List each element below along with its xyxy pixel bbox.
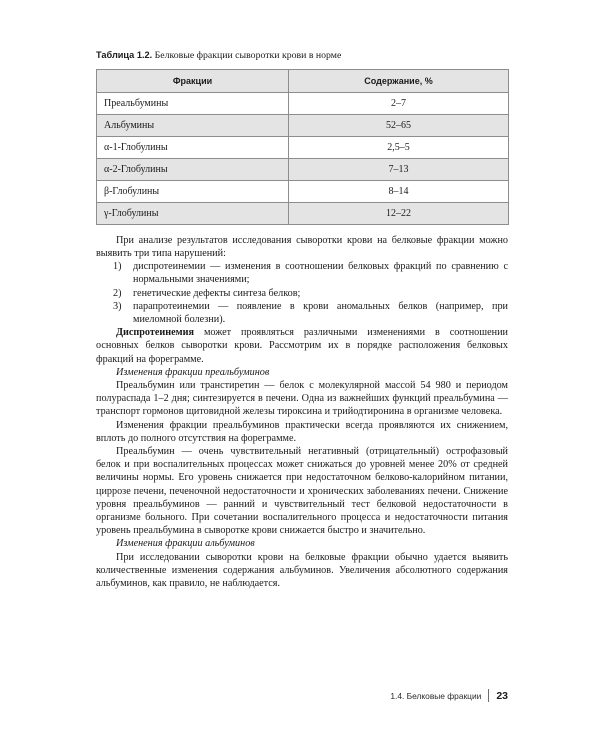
subheading-prealbumin-changes: Изменения фракции преальбуминов [116,366,270,378]
page-footer [390,689,508,702]
table-caption-label: Таблица 1.2. [96,50,153,60]
violation-types-list [96,260,508,326]
albumin-paragraph-1: При исследовании сыворотки крови на белковые фракции обычно удается выявить количественные изменения содержания альбуминов. Увеличения абсолютного содержания альбуминов, как правило, не наблюдается. [96,551,508,590]
subheading-albumin-changes: Изменения фракции альбуминов [116,538,255,550]
table-row [97,158,509,180]
prealbumin-paragraph-2: Изменения фракции преальбуминов практически всегда проявляются их снижением, вплоть до полного отсутствия на фореграмме. [96,419,508,444]
table-caption [96,50,508,63]
table-row [97,136,509,158]
list-item [96,260,508,286]
intro-paragraph: При анализе результатов исследования сыворотки крови на белковые фракции можно выявить три типа нарушений: [96,234,508,259]
cell-fraction-value: 2,5–5 [289,136,509,158]
table-row [97,92,509,114]
blood-fractions-table [96,69,509,225]
prealbumin-paragraph-1: Преальбумин или транстиретин — белок с молекулярной массой 54 980 и периодом полураспада 1–2 дня; синтезируется в печени. Одна из важнейших функций преальбумина — транспорт гормонов щитовидной железы тироксина и трийодтиронина в организме человека. [96,379,508,418]
list-marker: 2) [113,287,122,299]
cell-fraction-value: 7–13 [289,158,509,180]
column-header-content: Содержание, % [289,69,509,92]
cell-fraction-name: β-Глобулины [97,180,289,202]
cell-fraction-value: 12–22 [289,202,509,224]
cell-fraction-name: γ-Глобулины [97,202,289,224]
dysproteinemia-term: Диспротеинемия [116,327,195,339]
list-item [96,300,508,326]
page-content [96,50,508,590]
footer-section-title: 1.4. Белковые фракции [390,690,482,701]
list-item [96,287,508,300]
column-header-fraction: Фракции [97,69,289,92]
page-number: 23 [496,689,508,702]
table-header-row [97,69,509,92]
cell-fraction-value: 52–65 [289,114,509,136]
table-caption-text: Белковые фракции сыворотки крови в норме [152,50,342,61]
list-item-text: генетические дефекты синтеза белков; [133,287,301,299]
dysproteinemia-description: может проявляться различными изменениями в соотношении основных белков сыворотки крови. Рассмотрим их в порядке расположения белковых фракций на фореграмме. [96,327,508,365]
table-header [97,69,509,92]
table-row [97,202,509,224]
cell-fraction-name: α-1-Глобулины [97,136,289,158]
dysproteinemia-paragraph [96,326,508,366]
footer-divider [488,689,489,702]
list-marker: 3) [113,300,122,312]
body-text [96,234,508,590]
cell-fraction-value: 2–7 [289,92,509,114]
prealbumin-paragraph-3: Преальбумин — очень чувствительный негативный (отрицательный) острофазовый белок и при воспалительных процессах может снижаться до уровней менее 20% от средней величины нормы. Его уровень снижается при недостаточном белково-калорийном питании, циррозе печени, печеночной недостаточности и хронических заболеваниях печени. Снижение уровня преальбуминов — ранний и чувствительный тест белковой недостаточности в организме больного. При сочетании воспалительного процесса и недостаточности питания уровень преальбумина в сыворотке крови снижается быстро и значительно. [96,446,508,537]
cell-fraction-name: Альбумины [97,114,289,136]
cell-fraction-name: α-2-Глобулины [97,158,289,180]
list-item-text: парапротеинемии — появление в крови аномальных белков (например, при миеломной болезни). [133,300,508,325]
table-row [97,114,509,136]
list-item-text: диспротеинемии — изменения в соотношении белковых фракций по сравнению с нормальными значениями; [133,261,508,286]
cell-fraction-name: Преальбумины [97,92,289,114]
table-body [97,92,509,224]
table-row [97,180,509,202]
list-marker: 1) [113,261,122,273]
cell-fraction-value: 8–14 [289,180,509,202]
